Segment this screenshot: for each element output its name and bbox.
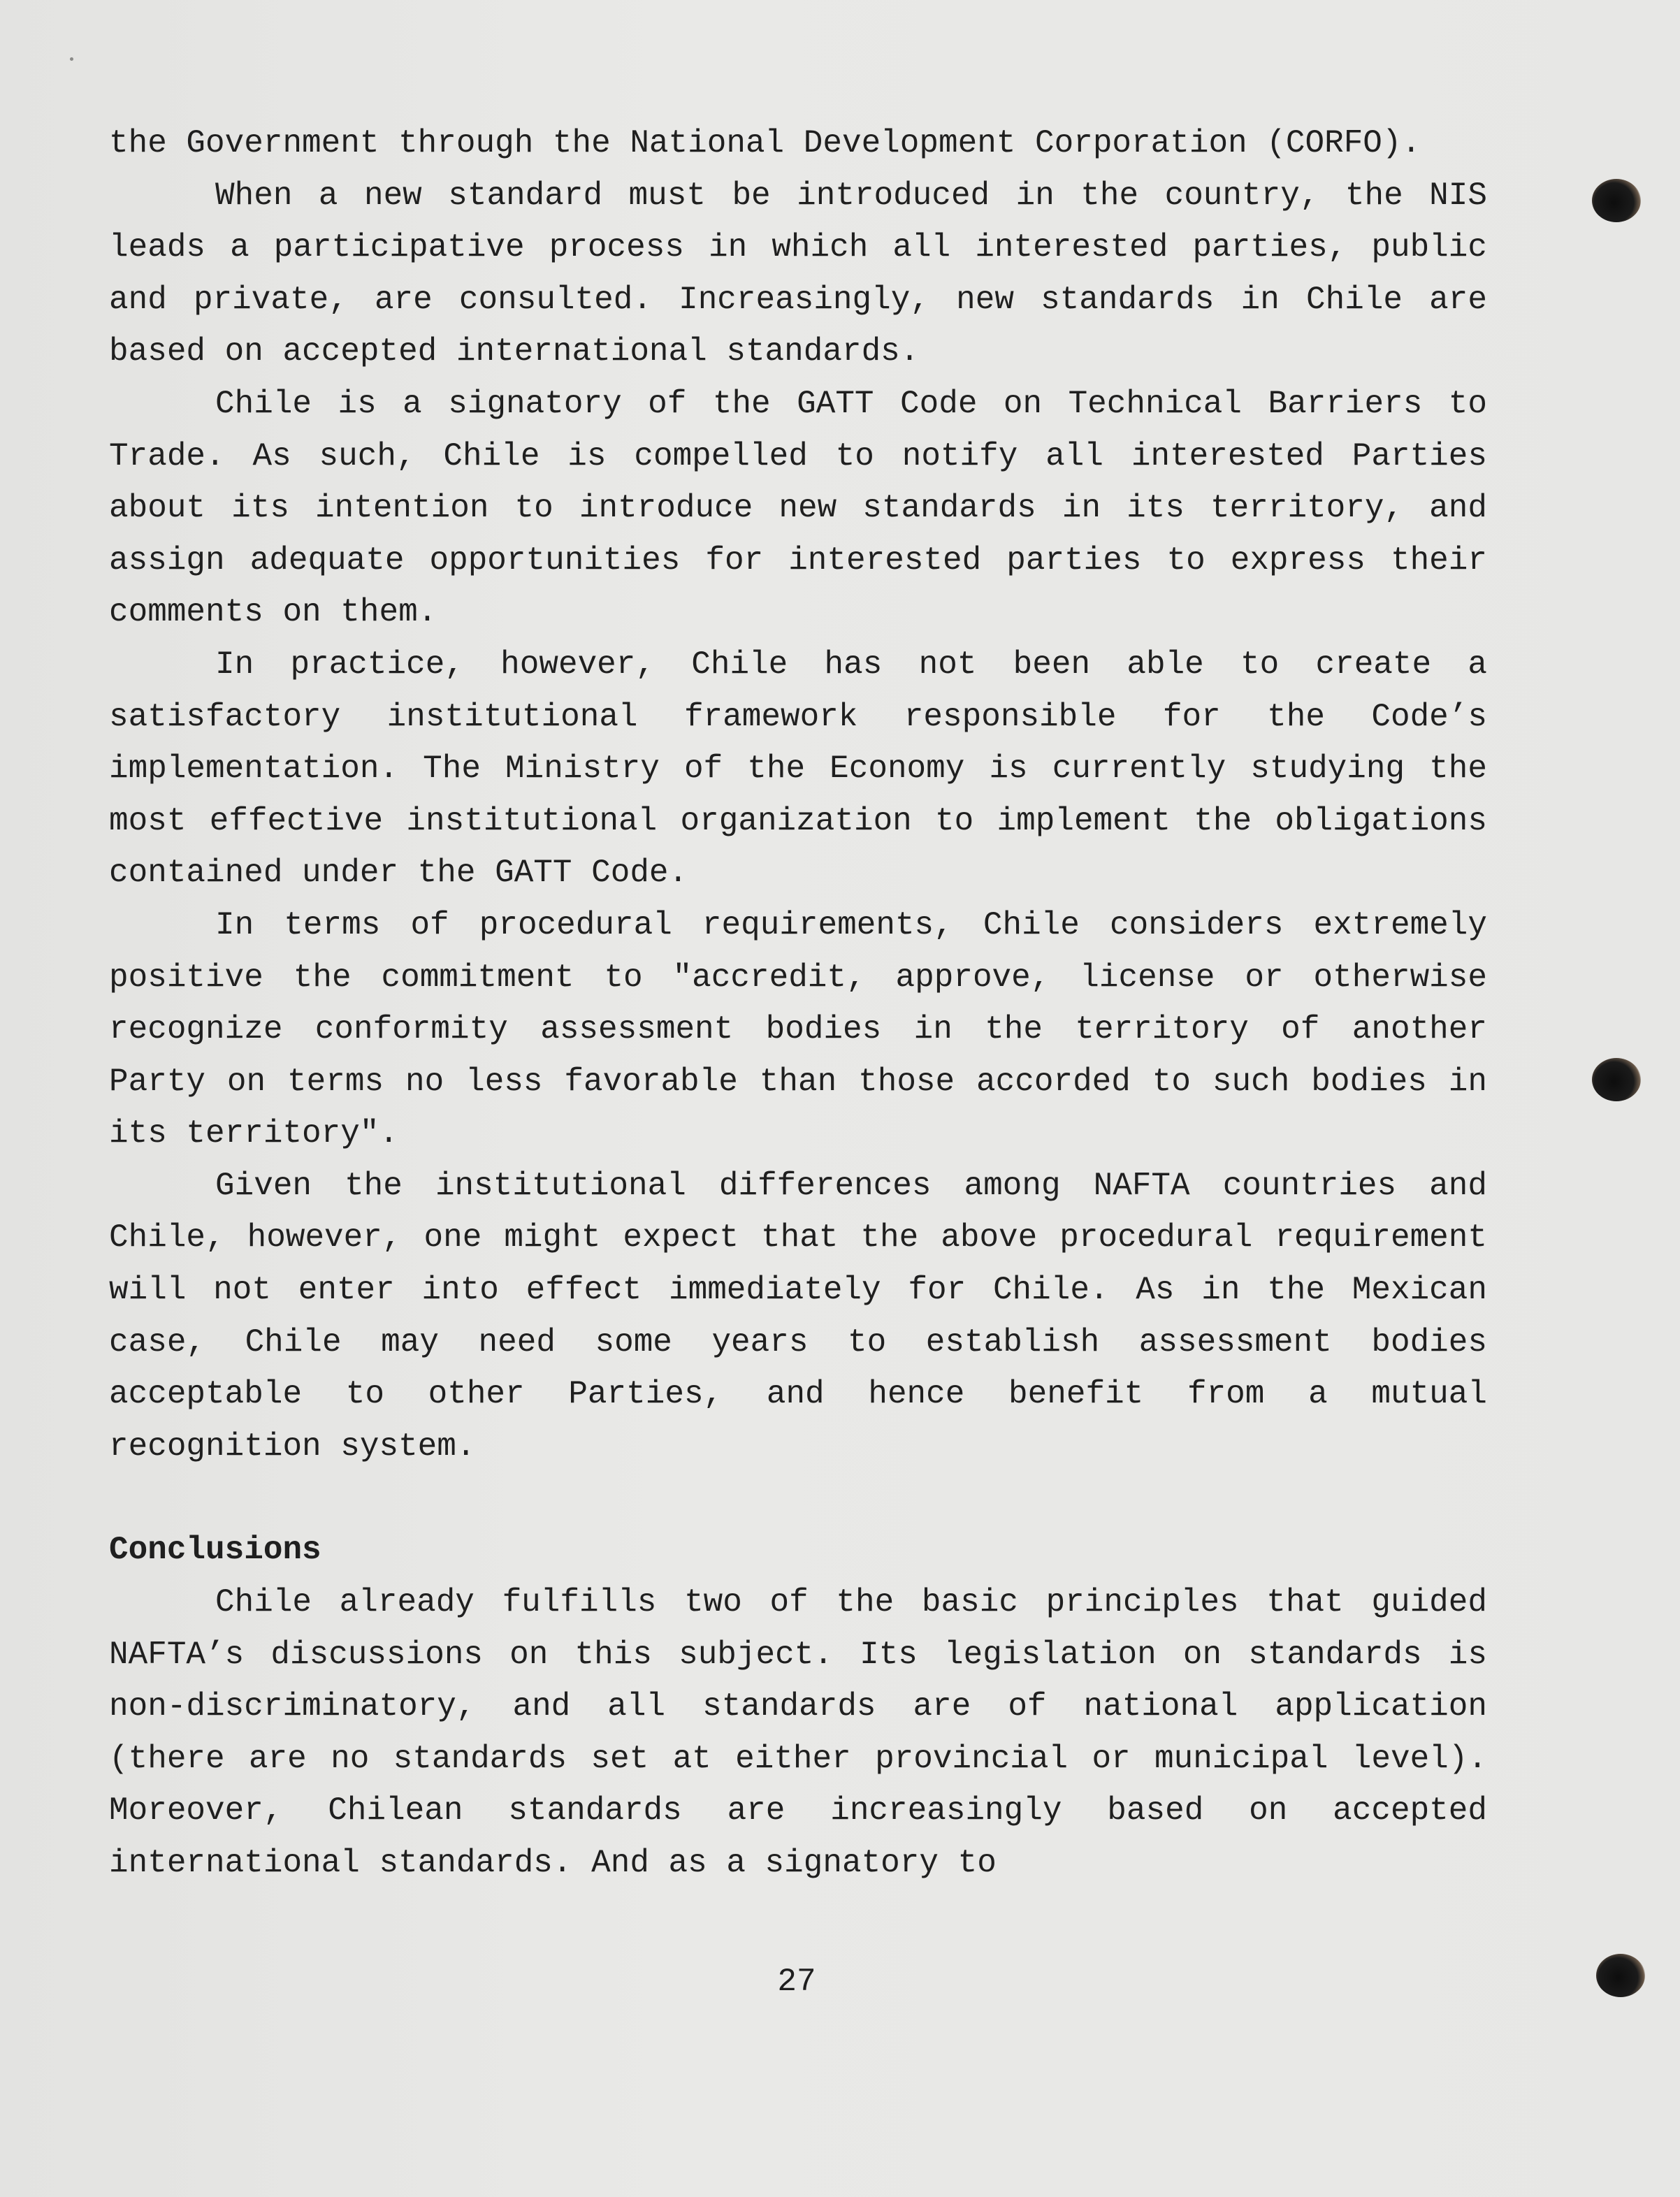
paragraph-gatt-signatory: Chile is a signatory of the GATT Code on Technical Barriers to Trade. As such, Chile is compelled to notify all interested Parties about its intention to introduce new standards in its territory, and assign adequate opportunities for interested parties to express their comments on them. bbox=[109, 385, 1487, 631]
paper-speck bbox=[70, 57, 73, 61]
punch-hole-icon bbox=[1592, 1058, 1641, 1101]
paragraph-procedural-requirements: In terms of procedural requirements, Chile considers extremely positive the commitment to "accredit, approve, license or otherwise recognize conformity assessment bodies in the territory of another Party on terms no less favorable than those accorded to such bodies in its territory". bbox=[109, 906, 1487, 1152]
page-number: 27 bbox=[777, 1964, 816, 2000]
paragraph-institutional-differences: Given the institutional differences among NAFTA countries and Chile, however, one might expect that the above procedural requirement will not enter into effect immediately for Chile. As in the Mexican case, Chile may need some years to establish assessment bodies acceptable to other Parties, and hence benefit from a mutual recognition system. bbox=[109, 1167, 1487, 1465]
punch-hole-icon bbox=[1592, 179, 1641, 222]
body-text bbox=[109, 117, 1487, 1890]
paragraph-in-practice: In practice, however, Chile has not been able to create a satisfactory institutional framework responsible for the Code’s implementation. The Ministry of the Economy is currently studying the most effective institutional organization to implement the obligations contained under the GATT Code. bbox=[109, 646, 1487, 892]
paragraph-new-standard: When a new standard must be introduced in the country, the NIS leads a participative process in which all interested parties, public and private, are consulted. Increasingly, new standards in Chile are based on accepted international standards. bbox=[109, 177, 1487, 370]
section-heading-conclusions: Conclusions bbox=[109, 1532, 321, 1569]
paragraph-corfo: the Government through the National Development Corporation (CORFO). bbox=[109, 125, 1421, 161]
paragraph-conclusions: Chile already fulfills two of the basic principles that guided NAFTA’s discussions on this subject. Its legislation on standards is non-discriminatory, and all standards are of national application (there are no standards set at either provincial or municipal level). Moreover, Chilean standards are increasingly based on accepted international standards. And as a signatory to bbox=[109, 1584, 1487, 1881]
punch-hole-icon bbox=[1596, 1954, 1645, 1997]
